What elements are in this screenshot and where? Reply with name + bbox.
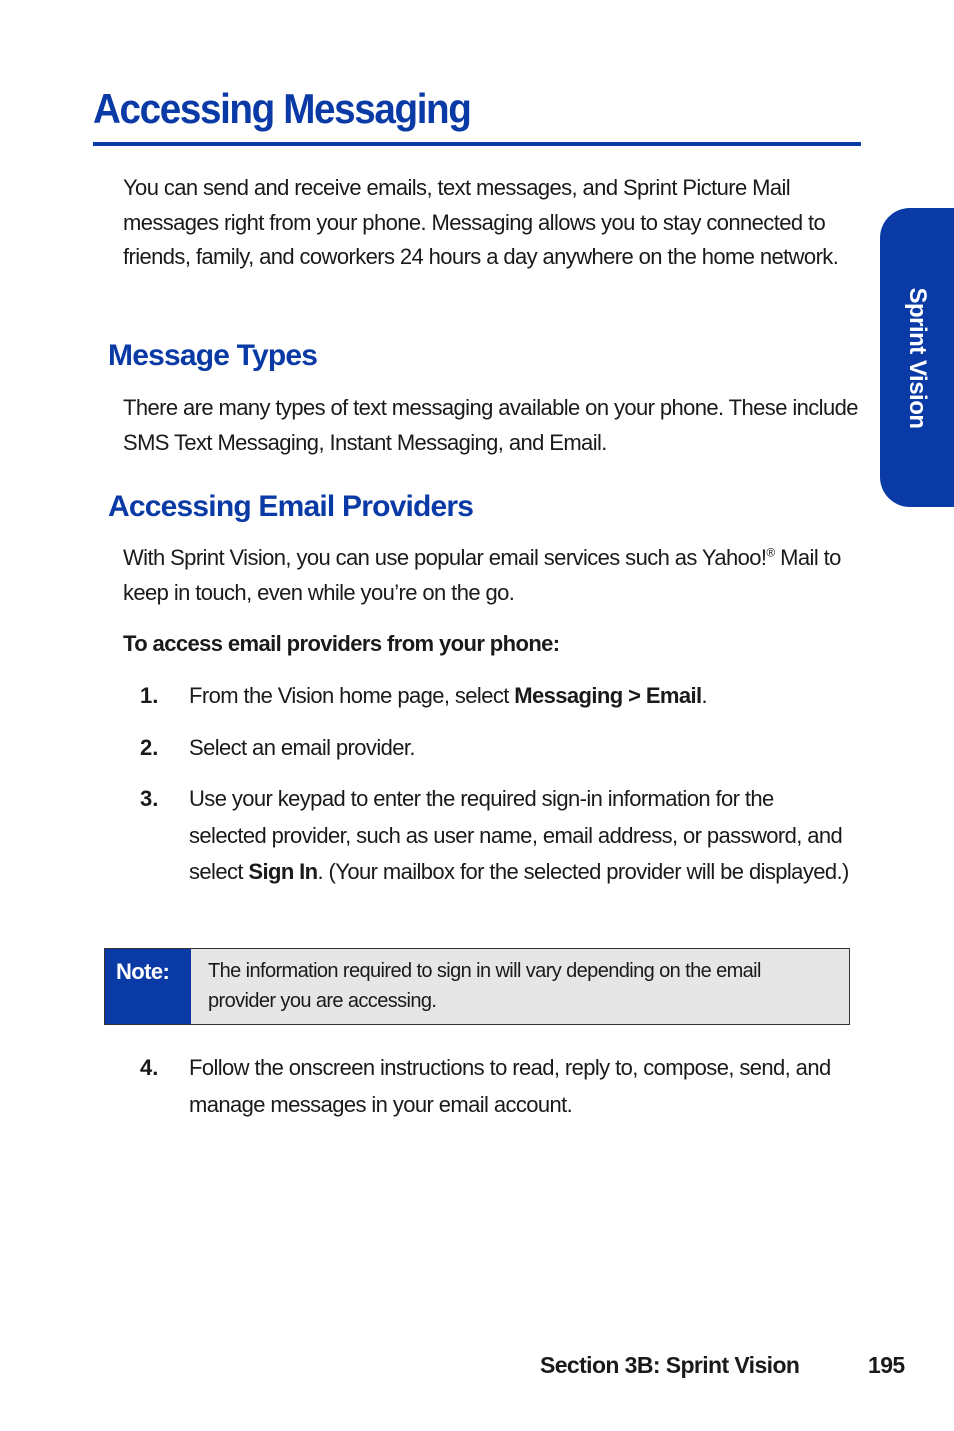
note-box [104, 948, 850, 1025]
step-number: 3. [140, 786, 159, 811]
page-title: Accessing Messaging [93, 85, 471, 132]
procedure-lead-in: To access email providers from your phone: [123, 631, 560, 656]
step-text-plain: . (Your mailbox for the selected provider will be displayed.) [317, 859, 849, 884]
step-text-plain: . [701, 683, 708, 708]
step-number: 2. [140, 735, 159, 760]
step-number: 1. [140, 683, 159, 708]
step-text: Select an email provider. [189, 735, 415, 760]
step-text-plain: Use your keypad to enter the required sign-in information for the selected provider, such as user name, email address, or password, and select [189, 786, 843, 884]
side-tab-label: Sprint Vision [904, 286, 931, 429]
step-text-plain: From the Vision home page, select [189, 683, 515, 708]
email-providers-text-start: With Sprint Vision, you can use popular email services such as Yahoo! [123, 545, 767, 570]
note-text: The information required to sign in will vary depending on the email provider you are accessing. [208, 960, 761, 1012]
step-text: Follow the onscreen instructions to read, reply to, compose, send, and manage messages in your email account. [189, 1055, 831, 1117]
footer-page-number: 195 [868, 1352, 905, 1378]
sign-in-label: Sign In [248, 859, 318, 884]
menu-path: Messaging > Email [514, 683, 702, 708]
note-label-cell [105, 949, 191, 1024]
message-types-paragraph: There are many types of text messaging available on your phone. These include SMS Text Messaging, Instant Messaging, and Email. [123, 395, 858, 455]
intro-paragraph: You can send and receive emails, text messages, and Sprint Picture Mail messages right from your phone. Messaging allows you to stay connected to friends, family, and coworkers 24 hours a day anywhere on the home network. [123, 175, 839, 269]
email-providers-text-end: Mail to keep in touch, even while you’re on the go. [123, 545, 841, 605]
email-providers-heading: Accessing Email Providers [108, 490, 474, 523]
side-tab [880, 208, 954, 507]
message-types-heading: Message Types [108, 339, 318, 372]
email-providers-paragraph [123, 541, 858, 610]
registered-mark: ® [766, 545, 775, 560]
note-label: Note: [116, 959, 170, 984]
step-number: 4. [140, 1055, 159, 1080]
footer-section-title: Section 3B: Sprint Vision [540, 1352, 800, 1378]
title-rule [93, 142, 861, 146]
step-text [189, 678, 849, 715]
step-text [189, 781, 849, 891]
